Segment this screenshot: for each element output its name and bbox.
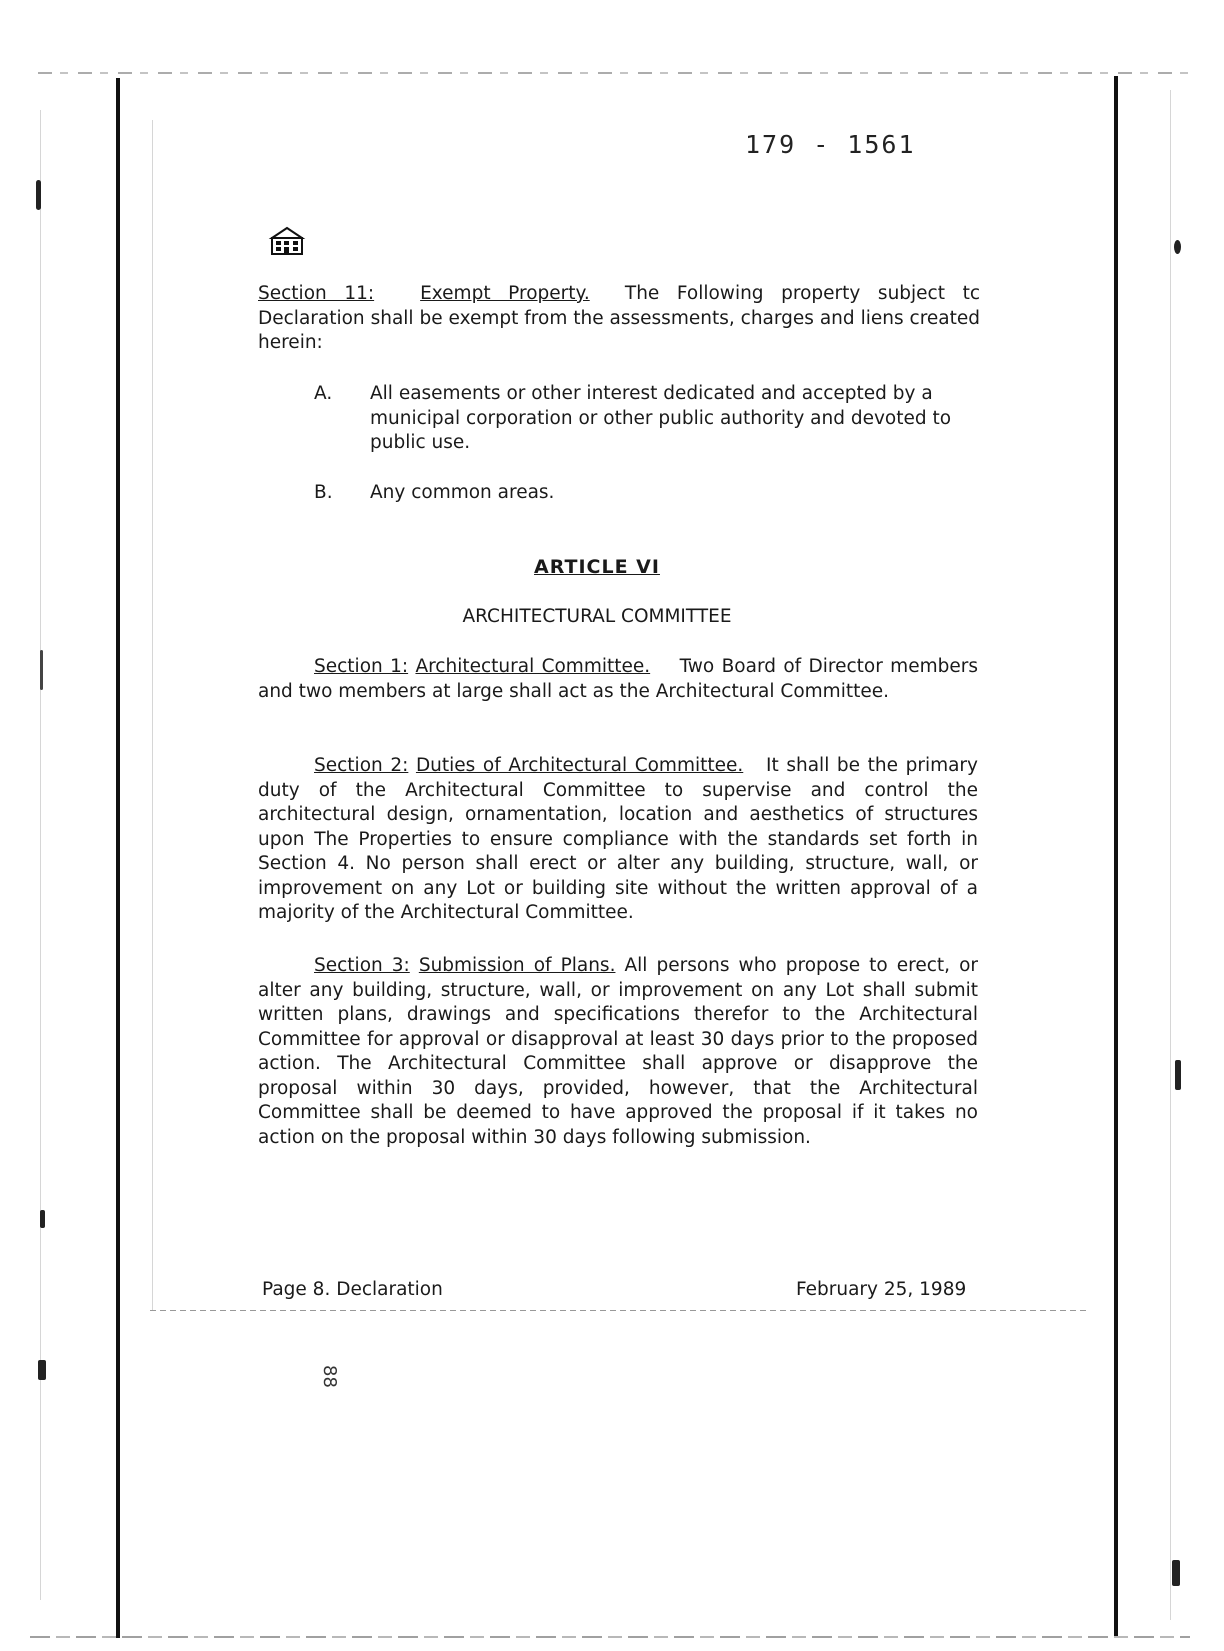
- section-2-text: It shall be the primary duty of the Architectural Committee to supervise and control the architectural design, ornamentation, location and aesthetics of structures upon The Properties to ensure compliance with the standards set forth in Section 4. No person shall erect or alter any building, structure, wall, or improvement on any Lot or building site without the written approval of a majority of the Architectural Committee.: [258, 755, 978, 923]
- section-11-label: Section 11:: [258, 283, 375, 304]
- list-item-b-marker: B.: [314, 482, 333, 503]
- scan-edge-bottom: [30, 1636, 1190, 1638]
- house-icon: [268, 226, 306, 256]
- scan-speck: [40, 1210, 45, 1228]
- document-number: 179 - 1561: [745, 130, 916, 159]
- section-3-title: Submission of Plans.: [418, 955, 616, 976]
- section-2-title: Duties of Architectural Committee.: [415, 755, 744, 776]
- article-heading: ARTICLE VI: [534, 556, 660, 578]
- scan-edge-top: [38, 72, 1188, 74]
- section-3-paragraph: [258, 954, 978, 1150]
- scan-speck: [1174, 240, 1181, 254]
- section-1-label: Section 1:: [314, 656, 409, 677]
- scan-speck: [1172, 1560, 1180, 1586]
- section-1-title: Architectural Committee.: [415, 656, 651, 677]
- page-frame-left: [152, 120, 153, 1310]
- scan-speck: [1175, 1060, 1181, 1090]
- article-subheading: ARCHITECTURAL COMMITTEE: [462, 606, 732, 627]
- binding-bar-left: [116, 78, 120, 1638]
- footer-page-label: Page 8. Declaration: [262, 1279, 443, 1300]
- section-1-paragraph: [258, 655, 978, 704]
- section-2-paragraph: [258, 754, 978, 926]
- scan-speck: [38, 1360, 46, 1380]
- margin-mark: 88: [318, 1365, 340, 1388]
- binding-bar-right: [1114, 76, 1118, 1636]
- article-heading-wrap: [258, 555, 936, 581]
- section-2-label: Section 2:: [314, 755, 409, 776]
- section-11-title: Exempt Property.: [420, 283, 590, 304]
- page-frame-bottom: [150, 1310, 1090, 1311]
- scan-edge-right: [1170, 90, 1171, 1620]
- section-11-text: The Following property subject tc Declaration shall be exempt from the assessments, charges and liens created herein:: [258, 283, 981, 353]
- scan-speck: [40, 650, 43, 690]
- section-11-paragraph: [258, 282, 980, 356]
- section-1-text: Two Board of Director members and two members at large shall act as the Architectural Committee.: [258, 656, 978, 702]
- list-item-a-text: All easements or other interest dedicated and accepted by a municipal corporation or other public authority and devoted to public use.: [370, 383, 952, 453]
- section-3-text: All persons who propose to erect, or alter any building, structure, wall, or improvement on any Lot shall submit written plans, drawings and specifications therefor to the Architectural Committee for approval or disapproval at least 30 days prior to the proposed action. The Architectural Committee shall approve or disapprove the proposal within 30 days, provided, however, that the Architectural Committee shall be deemed to have approved the proposal if it takes no action on the proposal within 30 days following submission.: [258, 955, 978, 1148]
- list-item-b-text: Any common areas.: [370, 482, 555, 503]
- section-3-label: Section 3:: [314, 955, 410, 976]
- scan-speck: [36, 180, 41, 210]
- list-item-a-marker: A.: [314, 383, 333, 404]
- footer-date: February 25, 1989: [796, 1279, 967, 1300]
